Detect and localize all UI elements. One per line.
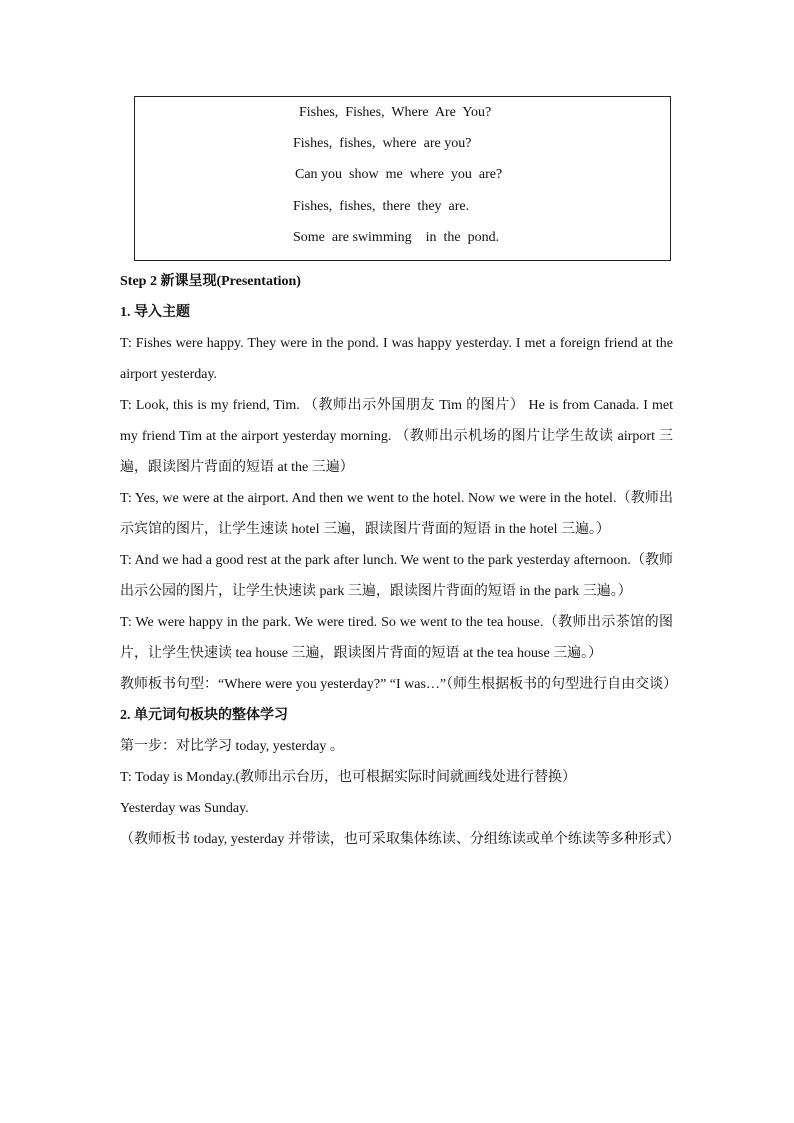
paragraph: T: Today is Monday.(教师出示台历，也可根据实际时间就画线处进行替换） [120, 770, 577, 785]
paragraph: T: We were happy in the park. We were tired. So we went to the tea house.（教师出示茶馆的图片，让学生快速读 tea house 三遍，跟读图片背面的短语 at the tea house 三遍。） [120, 615, 673, 661]
paragraph: （教师板书 today, yesterday 并带读，也可采取集体练读、分组练读或单个练读等多种形式） [120, 832, 680, 847]
section2-heading: 2. 单元词句板块的整体学习 [120, 708, 288, 723]
song-box [134, 96, 671, 261]
paragraph: T: And we had a good rest at the park after lunch. We went to the park yesterday afternoon.（教师出示公园的图片，让学生快速读 park 三遍，跟读图片背面的短语 in the park 三遍。） [120, 553, 673, 599]
song-line-4: Some are swimming in the pond. [293, 230, 500, 245]
song-line-1: Fishes, fishes, where are you? [293, 136, 472, 151]
song-title: Fishes, Fishes, Where Are You? [299, 105, 492, 120]
step2-heading: Step 2 新课呈现(Presentation) [120, 274, 301, 289]
paragraph: Yesterday was Sunday. [120, 801, 249, 816]
paragraph: T: Yes, we were at the airport. And then we went to the hotel. Now we were in the hotel.（教师出示宾馆的图片，让学生速读 hotel 三遍，跟读图片背面的短语 in the hotel 三遍。） [120, 491, 673, 537]
song-line-3: Fishes, fishes, there they are. [293, 199, 470, 214]
paragraph: T: Fishes were happy. They were in the pond. I was happy yesterday. I met a foreign friend at the airport yesterday. [120, 336, 673, 382]
paragraph: 第一步：对比学习 today, yesterday 。 [120, 739, 344, 754]
section1-heading: 1. 导入主题 [120, 305, 190, 320]
lesson-content [120, 266, 680, 855]
song-line-2: Can you show me where you are? [295, 167, 503, 182]
paragraph: 教师板书句型：“Where were you yesterday?” “I was…”（师生根据板书的句型进行自由交谈） [120, 677, 678, 692]
paragraph: T: Look, this is my friend, Tim. （教师出示外国朋友 Tim 的图片） He is from Canada. I met my friend Tim at the airport yesterday morning. （教师出示机场的图片让学生故读 airport 三遍，跟读图片背面的短语 at the 三遍） [120, 398, 673, 475]
